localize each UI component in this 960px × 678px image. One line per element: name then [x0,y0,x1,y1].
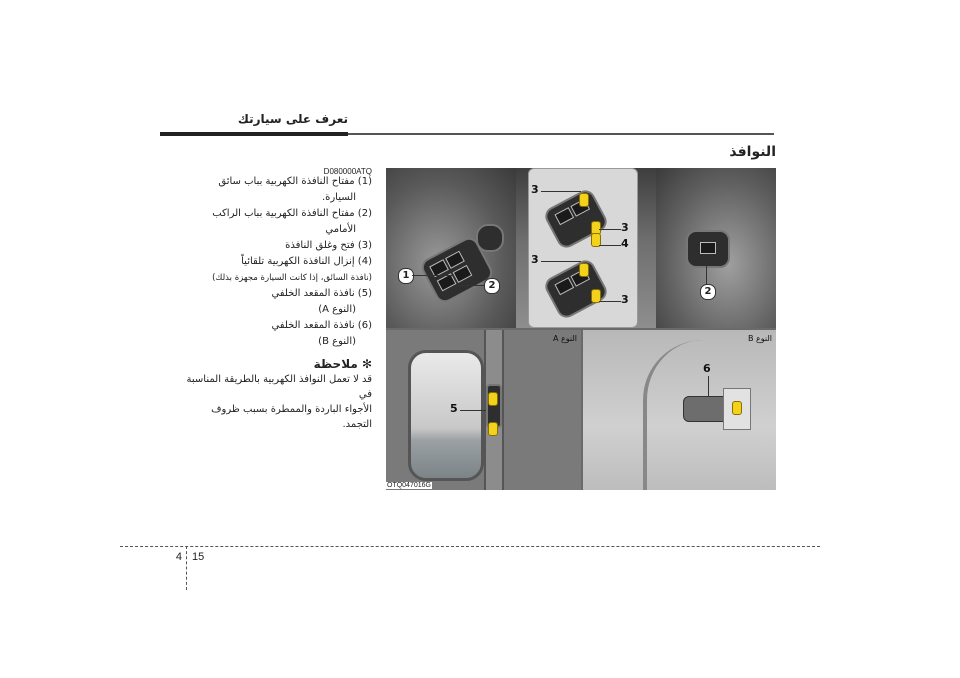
list-item: (3) فتح وغلق النافذة [285,240,372,251]
callout-number: 3 [531,253,539,266]
callout-number: 2 [700,284,716,300]
switch-button [453,265,473,283]
note-heading [180,356,372,372]
callout-number: 2 [484,278,500,294]
up-arrow-icon [579,193,589,207]
mirror-switch [476,224,504,252]
down-arrow-icon [488,422,498,436]
leader-line [599,301,621,302]
leader-line [599,229,621,230]
leader-line [706,264,707,284]
list-item: (نافذة السائق، إذا كانت السيارة مجهزة بذلك) [212,273,372,283]
type-b-label: النوع B [747,334,772,343]
leader-line [708,376,709,396]
callout-number: 6 [703,362,711,375]
rear-door-type-a [386,330,581,490]
up-arrow-icon [579,263,589,277]
callout-number: 1 [398,268,414,284]
driver-door-illustration [386,168,516,328]
door-pillar [484,330,504,490]
page-number: 15 [192,551,205,563]
switch-detail-inset [528,168,638,328]
asterisk-icon: ✻ [361,357,372,371]
list-item: الأمامي [325,224,356,235]
list-item: السيارة. [321,192,356,203]
callout-number: 5 [450,402,458,415]
leader-line [456,285,484,286]
rear-door-type-b [583,330,776,490]
header-rule [348,133,774,135]
header-title: تعرف على سيارتك [237,112,348,126]
leader-line [541,261,581,262]
up-arrow-icon [488,392,498,406]
chapter-number: 4 [175,551,182,563]
header-bar [160,132,348,136]
note-line: الأجواء الباردة والممطرة بسبب ظروف التجمد. [211,404,372,430]
switch-button [554,277,574,295]
list-item: (1) مفتاح النافذة الكهربية بباب سائق [218,176,372,187]
figure-code: OTQ047016G [387,482,431,489]
rear-window-illustration [408,350,484,481]
leader-line [460,410,486,411]
item-list [180,174,372,432]
section-code: D080000ATQ [323,167,372,176]
list-item: (النوع B) [318,336,356,347]
switch-button [700,242,716,254]
leader-line [541,191,581,192]
window-switch-figure [386,168,776,490]
list-item: (النوع A) [318,304,356,315]
section-title: النوافذ [729,144,776,160]
list-item: (4) إنزال النافذة الكهربية تلقائياً [241,256,372,267]
callout-number: 4 [621,237,629,250]
footer-divider [186,546,187,590]
list-item: (5) نافذة المقعد الخلفي [271,288,372,299]
callout-number: 3 [621,293,629,306]
switch-button [437,273,457,291]
note-line: قد لا تعمل النوافذ الكهربية بالطريقة المناسبة في [186,374,372,400]
switch-button [554,207,574,225]
list-item: (6) نافذة المقعد الخلفي [271,320,372,331]
passenger-switch [686,230,730,268]
figure-top-panel [386,168,776,328]
leader-line [599,245,621,246]
passenger-door-illustration [656,168,776,328]
callout-number: 3 [621,221,629,234]
note-heading-text: ملاحظة [313,357,358,371]
footer-rule [120,546,820,547]
rotate-arrow-icon [732,401,742,415]
type-a-label: النوع A [552,334,577,343]
list-item: (2) مفتاح النافذة الكهربية بباب الراكب [212,208,372,219]
callout-number: 3 [531,183,539,196]
leader-line [412,275,452,276]
switch-plate [723,388,751,430]
